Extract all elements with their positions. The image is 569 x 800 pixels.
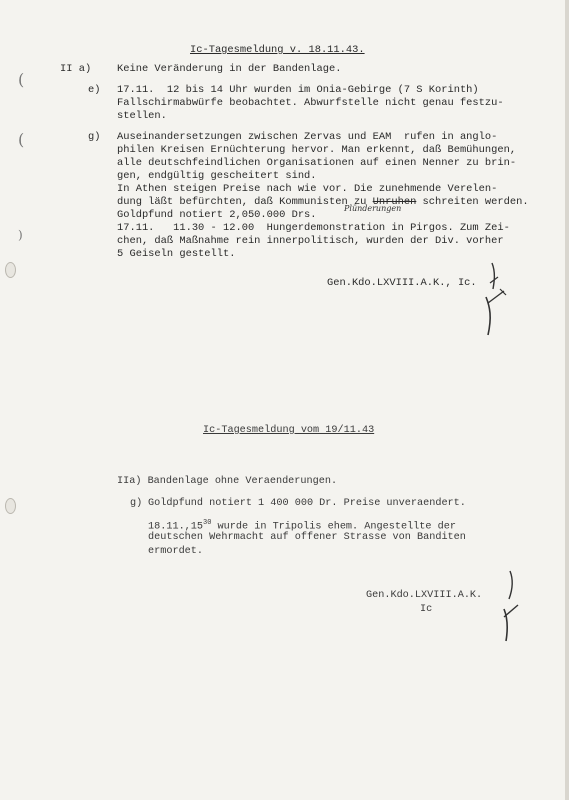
punch-hole — [5, 262, 16, 278]
athens-text-post: schreiten werden. — [416, 196, 529, 208]
page-edge — [565, 0, 569, 800]
handwritten-correction: Plünderungen — [344, 204, 402, 213]
report2-g-label: g) — [130, 498, 143, 509]
report2-g-line: deutschen Wehrmacht auf offener Strasse von Banditen — [148, 532, 466, 543]
athens-struck-word: Unruhen — [372, 196, 417, 208]
report1-e-line: stellen. — [117, 110, 167, 122]
handwritten-initials — [470, 255, 530, 355]
handwritten-initials — [490, 565, 540, 655]
report1-athens-line2 — [117, 196, 529, 209]
report1-g-line: Auseinandersetzungen zwischen Zervas und EAM rufen in anglo- — [117, 131, 498, 143]
report2-g-line: ermordet. — [148, 546, 204, 557]
report1-e-line: 17.11. 12 bis 14 Uhr wurden im Onia-Gebirge (7 S Korinth) — [117, 84, 479, 96]
report1-section-label: II a) — [60, 63, 92, 75]
report2-g-line: Goldpfund notiert 1 400 000 Dr. Preise unveraendert. — [148, 498, 466, 509]
report2-a-line: IIa) Bandenlage ohne Veraenderungen. — [117, 476, 338, 487]
report2-text: wurde in Tripolis ehem. Angestellte der — [211, 521, 456, 533]
report1-a-text: Keine Veränderung in der Bandenlage. — [117, 63, 342, 75]
report1-demo-line: 5 Geiseln gestellt. — [117, 248, 236, 260]
report2-title: Ic-Tagesmeldung vom 19/11.43 — [203, 425, 375, 436]
report1-e-line: Fallschirmabwürfe beobachtet. Abwurfstelle nicht genau festzu- — [117, 97, 504, 109]
report1-title: Ic-Tagesmeldung v. 18.11.43. — [190, 44, 365, 56]
punch-hole — [5, 498, 16, 514]
report2-time-minutes: 30 — [203, 519, 212, 527]
report1-demo-line: 17.11. 11.30 - 12.00 Hungerdemonstration in Pirgos. Zum Zei- — [117, 222, 510, 234]
report1-g-line: alle deutschfeindlichen Organisationen auf einen Nenner zu brin- — [117, 157, 517, 169]
report1-gold-line: Goldpfund notiert 2,050.000 Drs. — [117, 209, 317, 221]
report2-signature-line2: Ic — [420, 604, 433, 615]
report1-demo-line: chen, daß Maßnahme rein innerpolitisch, wurden der Div. vorher — [117, 235, 504, 247]
report1-e-label: e) — [88, 84, 101, 96]
report1-g-line: philen Kreisen Ernüchterung hervor. Man erkennt, daß Bemühungen, — [117, 144, 517, 156]
report2-signature-line1: Gen.Kdo.LXVIII.A.K. — [366, 590, 483, 601]
report1-athens-line: In Athen steigen Preise nach wie vor. Die zunehmende Verelen- — [117, 183, 498, 195]
margin-mark: ) — [18, 228, 23, 242]
margin-mark: ( — [18, 70, 25, 89]
report2-time: 18.11.,15 — [148, 521, 204, 533]
margin-mark: ( — [18, 130, 25, 149]
athens-text-pre: dung läßt befürchten, daß Kommunisten zu — [117, 196, 373, 208]
report1-signature: Gen.Kdo.LXVIII.A.K., Ic. — [327, 277, 477, 289]
report1-g-line: gen, endgültig gescheitert sind. — [117, 170, 317, 182]
report1-g-label: g) — [88, 131, 101, 143]
